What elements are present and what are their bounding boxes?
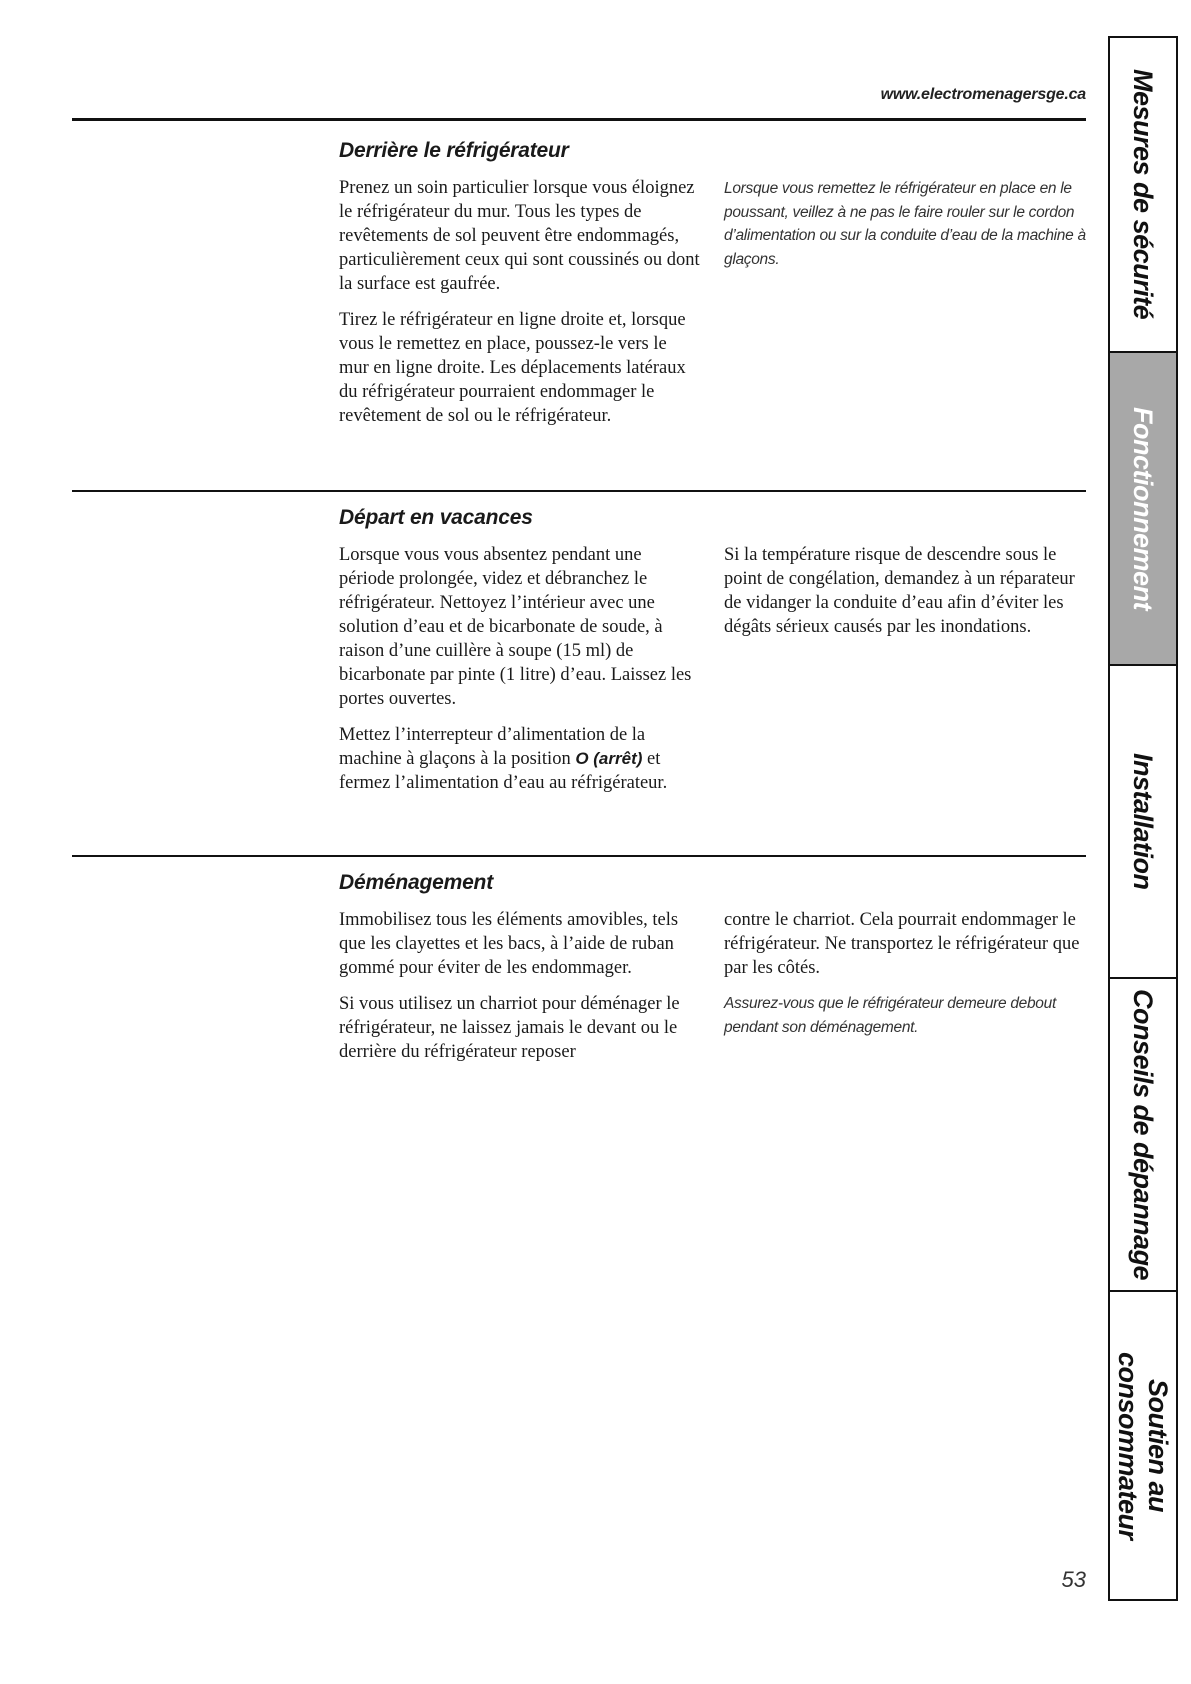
tab-label: Conseils de dépannage xyxy=(1128,988,1158,1281)
side-tab-navigation xyxy=(1108,36,1178,1601)
header-rule xyxy=(72,118,1086,121)
section-title-vacation: Départ en vacances xyxy=(339,506,533,529)
section-vacation-right xyxy=(724,543,1086,651)
section-divider xyxy=(72,855,1086,857)
tab-installation[interactable] xyxy=(1110,666,1176,979)
tab-safety[interactable] xyxy=(1110,38,1176,353)
tab-label xyxy=(1113,1352,1173,1540)
off-position-emphasis: O (arrêt) xyxy=(575,749,643,768)
note-paragraph: Assurez-vous que le réfrigérateur demeure debout pendant son déménagement. xyxy=(724,995,1056,1036)
website-url[interactable]: www.electromenagersge.ca xyxy=(880,86,1086,103)
section-moving-right xyxy=(724,908,1086,1051)
section-divider xyxy=(72,490,1086,492)
tab-label-line: Soutien au xyxy=(1143,1378,1173,1512)
paragraph: Si vous utilisez un charriot pour déménager le réfrigérateur, ne laissez jamais le devant ou le derrière du réfrigérateur reposer xyxy=(339,994,680,1062)
paragraph-text: Mettez l’interrepteur d’alimentation de la machine à glaçons à la position xyxy=(339,725,646,769)
tab-operation[interactable] xyxy=(1110,353,1176,666)
tab-label: Mesures de sécurité xyxy=(1128,69,1158,320)
paragraph: Si la température risque de descendre sous le point de congélation, demandez à un réparateur de vidanger la conduite d’eau afin d’éviter les dégâts sérieux causés par les inondations. xyxy=(724,545,1075,637)
section-vacation-left xyxy=(339,543,701,807)
paragraph: contre le charriot. Cela pourrait endommager le réfrigérateur. Ne transportez le réfrigérateur que par les côtés. xyxy=(724,910,1080,978)
tab-troubleshooting[interactable] xyxy=(1110,979,1176,1292)
paragraph: Tirez le réfrigérateur en ligne droite et, lorsque vous le remettez en place, poussez-le vers le mur en ligne droite. Les déplacements latéraux du réfrigérateur pourraient endommager le revêtement de sol ou le réfrigérateur. xyxy=(339,310,686,426)
paragraph: Prenez un soin particulier lorsque vous éloignez le réfrigérateur du mur. Tous les types de revêtements de sol peuvent être endommagés, particulièrement ceux qui sont coussinés ou dont la surface est gaufrée. xyxy=(339,178,700,294)
paragraph-text: et fermez l’alimentation d’eau au réfrigérateur. xyxy=(339,749,668,793)
page-number: 53 xyxy=(1061,1567,1086,1592)
tab-label: Fonctionnement xyxy=(1128,407,1158,610)
paragraph: Lorsque vous vous absentez pendant une période prolongée, videz et débranchez le réfrigérateur. Nettoyez l’intérieur avec une solution d’eau et de bicarbonate de soude, à raison d’une cuillère à soupe (15 ml) de bicarbonate par pinte (1 litre) d’eau. Laissez les portes ouvertes. xyxy=(339,545,692,709)
tab-label: Installation xyxy=(1128,753,1158,890)
section-behind-fridge-left xyxy=(339,176,701,440)
section-title-behind-fridge: Derrière le réfrigérateur xyxy=(339,139,569,162)
section-behind-fridge-right xyxy=(724,177,1086,283)
paragraph: Immobilisez tous les éléments amovibles, tels que les clayettes et les bacs, à l’aide de ruban gommé pour éviter de les endommager. xyxy=(339,910,679,978)
section-moving-left xyxy=(339,908,701,1076)
tab-consumer-support[interactable] xyxy=(1110,1292,1176,1599)
section-title-moving: Déménagement xyxy=(339,871,493,894)
tab-label-line: consommateur xyxy=(1113,1351,1143,1540)
note-paragraph: Lorsque vous remettez le réfrigérateur en place en le poussant, veillez à ne pas le faire rouler sur le cordon d’alimentation ou sur la conduite d’eau de la machine à glaçons. xyxy=(724,180,1086,268)
paragraph xyxy=(339,723,701,795)
